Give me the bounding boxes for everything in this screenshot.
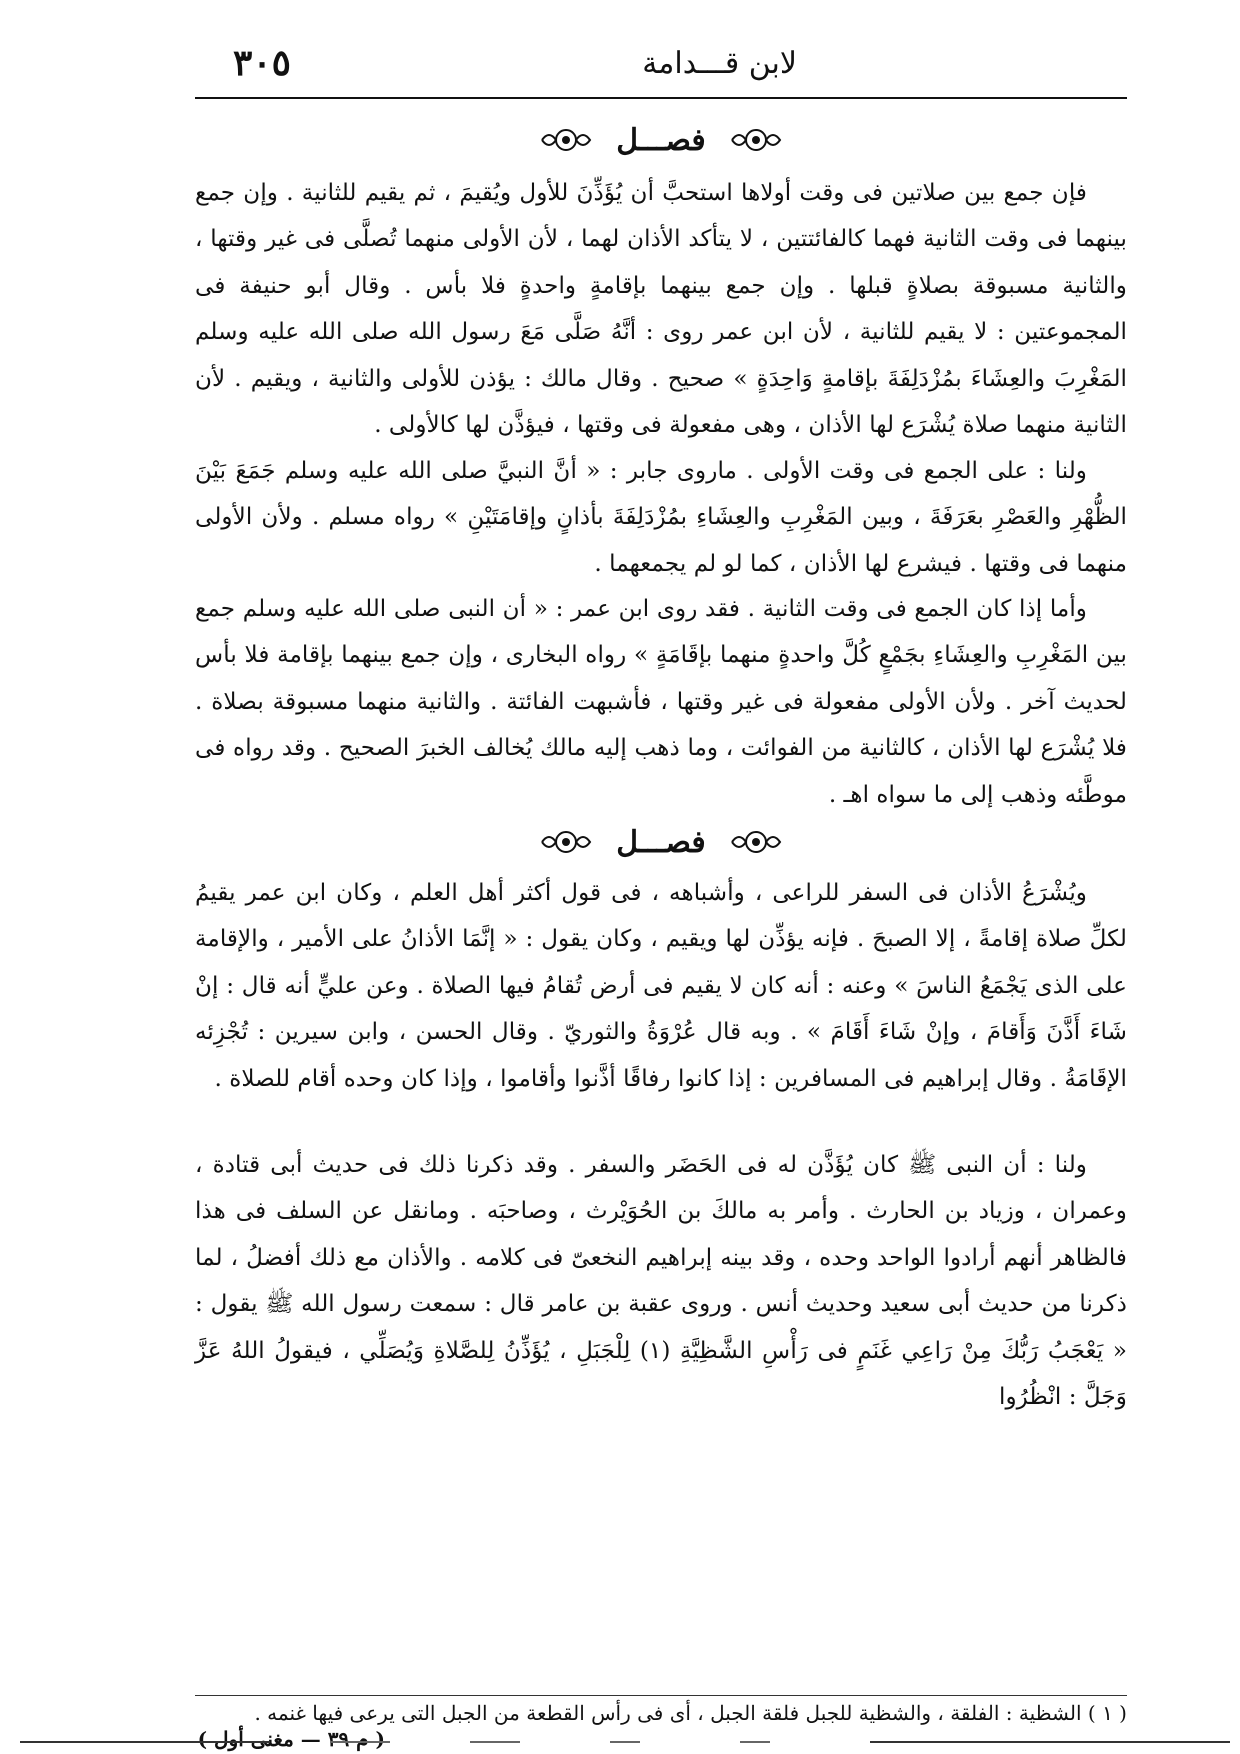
section-heading-2-label: فصـــل — [616, 824, 706, 860]
header-title: لابن قـــدامة — [642, 46, 797, 81]
paragraph: ولنا : على الجمع فى وقت الأولى . ماروى جابر : « أنَّ النبيَّ صلى الله عليه وسلم جَمَعَ بَيْنَ الظُّهْرِ والعَصْرِ بعَرَفَةَ ، وبين المَغْرِبِ والعِشَاءِ بمُزْدَلِفَةَ بأذانٍ وإقامَتَيْنِ » رواه مسلم . ولأن الأولى منهما فى وقتها . فيشرع لها الأذان ، كما لو لم يجمعهما . — [195, 457, 1127, 577]
ornament-right-icon — [730, 127, 782, 153]
section-heading-2 — [195, 823, 1127, 863]
paragraph: فإن جمع بين صلاتين فى وقت أولاها استحبَّ أن يُؤَذِّنَ للأول ويُقيمَ ، ثم يقيم للثانية . وإن جمع بينهما فى وقت الثانية فهما كالفائتتين ، لا يتأكد الأذان لهما ، لأن الأولى منهما تُصلَّى فى غير وقتها ، والثانية مسبوقة بصلاةٍ قبلها . وإن جمع بينهما بإقامةٍ واحدةٍ فلا بأس . وقال أبو حنيفة فى المجموعتين : لا يقيم للثانية ، لأن ابن عمر روى : أنَّهُ صَلَّى مَعَ رسول الله صلى الله عليه وسلم المَغْرِبَ والعِشَاءَ بمُزْدَلِفَةَ بإقامةٍ وَاحِدَةٍ » صحيح . وقال مالك : يؤذن للأولى والثانية ، ويقيم . لأن الثانية منهما صلاة يُشْرَع لها الأذان ، وهى مفعولة فى وقتها ، فيؤذَّن لها كالأولى . — [195, 179, 1127, 439]
paragraph: ولنا : أن النبى ﷺ كان يُؤَذَّن له فى الحَضَر والسفر . وقد ذكرنا ذلك فى حديث أبى قتادة ، وعمران ، وزياد بن الحارث . وأمر به مالكَ بن الحُوَيْرث ، وصاحبَه . ومانقل عن السلف فى هذا فالظاهر أنهم أرادوا الواحد وحده ، وقد بينه إبراهيم النخعىّ فى كلامه . والأذان مع ذلك أفضلُ ، لما ذكرنا من حديث أبى سعيد وحديث أنس . وروى عقبة بن عامر قال : سمعت رسول الله ﷺ يقول : « يَعْجَبُ رَبُّكَ مِنْ رَاعِي غَنَمٍ فى رَأْسِ الشَّظِيَّةِ (١) لِلْجَبَلِ ، يُؤَذِّنُ لِلصَّلاةِ وَيُصَلِّي ، فيقولُ اللهُ عَزَّ وَجَلَّ : انْظُرُوا — [195, 1151, 1127, 1411]
signature-mark: ( م ٣٩ — مغنى أول ) — [197, 1727, 385, 1751]
bottom-scan-marks — [0, 1722, 1240, 1752]
ornament-right-icon — [730, 829, 782, 855]
page-number: ٣٠٥ — [233, 42, 292, 84]
header-rule — [195, 97, 1127, 99]
running-header — [195, 40, 1127, 88]
paragraph: وأما إذا كان الجمع فى وقت الثانية . فقد روى ابن عمر : « أن النبى صلى الله عليه وسلم جمع بين المَغْرِبِ والعِشَاءِ بجَمْعٍ كُلَّ واحدةٍ منهما بإقَامَةٍ » رواه البخارى ، وإن جمع بينهما بإقامة فلا بأس لحديث آخر . ولأن الأولى مفعولة فى غير وقتها ، فأشبهت الفائتة . والثانية منهما مسبوقة بصلاة . فلا يُشْرَع لها الأذان ، كالثانية من الفوائت ، وما ذهب إليه مالك يُخالف الخبرَ الصحيح . وقد رواه فى موطَّئه وذهب إلى ما سواه اهـ . — [195, 595, 1127, 808]
paragraph: ويُشْرَعُ الأذان فى السفر للراعى ، وأشباهه ، فى قول أكثر أهل العلم ، وكان ابن عمر يقيمُ لكلِّ صلاة إقامةً ، إلا الصبحَ . فإنه يؤذِّن لها ويقيم ، وكان يقول : « إنَّمَا الأذانُ على الأمير ، والإقامة على الذى يَجْمَعُ الناسَ » وعنه : أنه كان لا يقيم فى أرض تُقامُ فيها الصلاة . وعن عليٍّ أنه قال : إنْ شَاءَ أَذَّنَ وَأَقامَ ، وإنْ شَاءَ أَقَامَ » . وبه قال عُرْوَةُ والثوريّ . وقال الحسن ، وابن سيرين : تُجْزِئه الإقَامَةُ . وقال إبراهيم فى المسافرين : إذا كانوا رفاقًا أذَّنوا وأقاموا ، وإذا كان وحده أقام للصلاة . — [195, 879, 1128, 1092]
ornament-left-icon — [540, 829, 592, 855]
ornament-left-icon — [540, 127, 592, 153]
footnote-rule — [195, 1695, 1127, 1696]
section-heading-1 — [195, 121, 1127, 161]
footnote: ( ١ ) الشظية : الفلقة ، والشظية للجبل فلقة الجبل ، أى فى رأس القطعة من الجبل التى يرعى فيها غنمه . — [254, 1701, 1127, 1725]
section-heading-1-label: فصـــل — [616, 122, 706, 158]
